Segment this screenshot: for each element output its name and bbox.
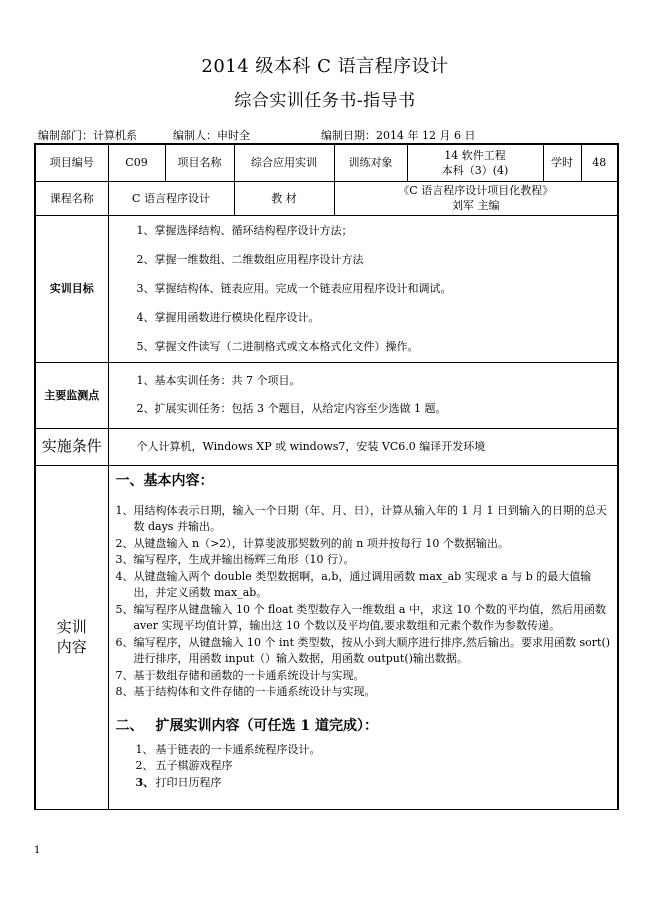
- basic-item: [116, 503, 612, 536]
- textbook-label: 教 材: [234, 181, 334, 215]
- basic-item-text: 编写程序，生成并输出杨辉三角形（10 行）。: [133, 553, 355, 566]
- keypoint-item: 1、基本实训任务：共 7 个项目。: [136, 374, 301, 387]
- textbook-line-1: 《C 语言程序设计项目化教程》: [398, 184, 554, 197]
- basic-item-num: 8、: [115, 685, 134, 698]
- basic-item-text: 编写程序，从键盘输入 10 个 int 类型数，按从小到大顺序进行排序,然后输出。要求用函数 sort()进行排序，用函数 input（）输入数据，用函数 output()输出数据。: [133, 635, 611, 665]
- basic-item: [116, 536, 612, 553]
- conditions-cell: [108, 428, 618, 465]
- basic-section-title: 一、基本内容：: [115, 472, 214, 489]
- basic-item-num: 7、: [115, 668, 134, 682]
- extended-item-num: 3、: [135, 775, 155, 789]
- basic-item: [116, 635, 612, 668]
- basic-item-num: 5、: [115, 602, 134, 616]
- content-label-line-2: 内容: [56, 638, 87, 656]
- basic-item: [116, 569, 612, 602]
- basic-item-text: 从键盘输入 n（>2），计算斐波那契数列的前 n 项并按每行 10 个数据输出。: [133, 536, 509, 550]
- content-label: [35, 465, 108, 809]
- basic-item-num: 4、: [115, 569, 134, 583]
- extended-item: [116, 742, 612, 759]
- goals-cell: [108, 215, 618, 362]
- basic-item: [116, 684, 612, 701]
- content-label-line-1: 实训: [56, 618, 87, 636]
- course-value: C 语言程序设计: [108, 181, 234, 215]
- keypoints-cell: [108, 362, 618, 428]
- extended-item-text: 打印日历程序: [155, 775, 222, 789]
- page-number: 1: [34, 845, 41, 856]
- project-name-label: 项目名称: [165, 144, 234, 181]
- target-label: 训练对象: [334, 144, 407, 181]
- basic-item-num: 1、: [115, 503, 134, 517]
- basic-item: [116, 668, 612, 685]
- keypoints-label: 主要监测点: [35, 362, 108, 428]
- course-label: 课程名称: [35, 181, 108, 215]
- extended-item: [116, 775, 612, 792]
- extended-item-text: 五子棋游戏程序: [155, 759, 233, 772]
- basic-item-text: 编写程序从键盘输入 10 个 float 类型数存入一维数组 a 中，求这 10 个数的平均值，然后用函数 aver 实现平均值计算，输出这 10 个数以及平均值,要求数组和元素个数作为参数传递。: [133, 602, 606, 632]
- extended-item-num: 1、: [135, 742, 154, 756]
- target-value: [407, 144, 543, 181]
- goal-item: 5、掌握文件读写（二进制格式或文本格式化文件）操作。: [136, 340, 419, 353]
- basic-item-text: 从键盘输入两个 double 类型数据啊，a,b，通过调用函数 max_ab 实现求 a 与 b 的最大值输出，并定义函数 max_ab。: [133, 569, 592, 599]
- extended-section-title: [116, 719, 612, 734]
- document-subtitle: 综合实训任务书-指导书: [234, 91, 416, 111]
- target-line-1: 14 软件工程: [444, 148, 506, 162]
- project-code-value: C09: [108, 144, 165, 181]
- hours-label: 学时: [543, 144, 581, 181]
- meta-dept: 编制部门：计算机系: [38, 129, 137, 142]
- extended-item: [116, 758, 612, 775]
- project-code-label: 项目编号: [35, 144, 108, 181]
- basic-item: [116, 602, 612, 635]
- textbook-value: [334, 181, 618, 215]
- basic-item-num: 2、: [115, 536, 134, 550]
- basic-item: [116, 552, 612, 569]
- goal-item: 3、掌握结构体、链表应用。完成一个链表应用程序设计和调试。: [136, 282, 452, 295]
- basic-item-num: 6、: [115, 635, 134, 649]
- extended-section-num: 二、: [115, 717, 144, 734]
- goal-item: 4、掌握用函数进行模块化程序设计。: [136, 311, 320, 324]
- extended-item-text: 基于链表的一卡通系统程序设计。: [155, 742, 321, 756]
- project-name-value: 综合应用实训: [234, 144, 334, 181]
- goal-item: 1、掌握选择结构、循环结构程序设计方法；: [136, 224, 353, 237]
- conditions-label: 实施条件: [35, 428, 108, 465]
- task-table: [34, 143, 619, 810]
- keypoint-item: 2、扩展实训任务：包括 3 个题目，从给定内容至少选做 1 题。: [136, 402, 447, 415]
- extended-section-text: 扩展实训内容（可任选 1 道完成）：: [155, 717, 378, 734]
- basic-item-text: 基于数组存储和函数的一卡通系统设计与实现。: [133, 668, 365, 682]
- textbook-line-2: 刘军 主编: [452, 199, 500, 212]
- meta-author: 编制人：申时全: [173, 129, 250, 142]
- hours-value: 48: [581, 144, 618, 181]
- document-title: 2014 级本科 C 语言程序设计: [201, 56, 449, 77]
- target-line-2: 本科（3）(4): [441, 163, 509, 177]
- conditions-text: 个人计算机，Windows XP 或 windows7，安装 VC6.0 编译开发环境: [136, 440, 486, 453]
- basic-item-text: 用结构体表示日期，输入一个日期（年、月、日），计算从输入年的 1 月 1 日到输入的日期的总天数 days 并输出。: [133, 503, 607, 533]
- content-cell: [108, 465, 618, 809]
- basic-item-num: 3、: [115, 553, 134, 566]
- extended-item-num: 2、: [135, 759, 154, 772]
- meta-date: 编制日期：2014 年 12 月 6 日: [321, 129, 476, 142]
- basic-item-text: 基于结构体和文件存储的一卡通系统设计与实现。: [133, 685, 376, 698]
- goal-item: 2、掌握一维数组、二维数组应用程序设计方法: [136, 253, 364, 266]
- goals-label: 实训目标: [35, 215, 108, 362]
